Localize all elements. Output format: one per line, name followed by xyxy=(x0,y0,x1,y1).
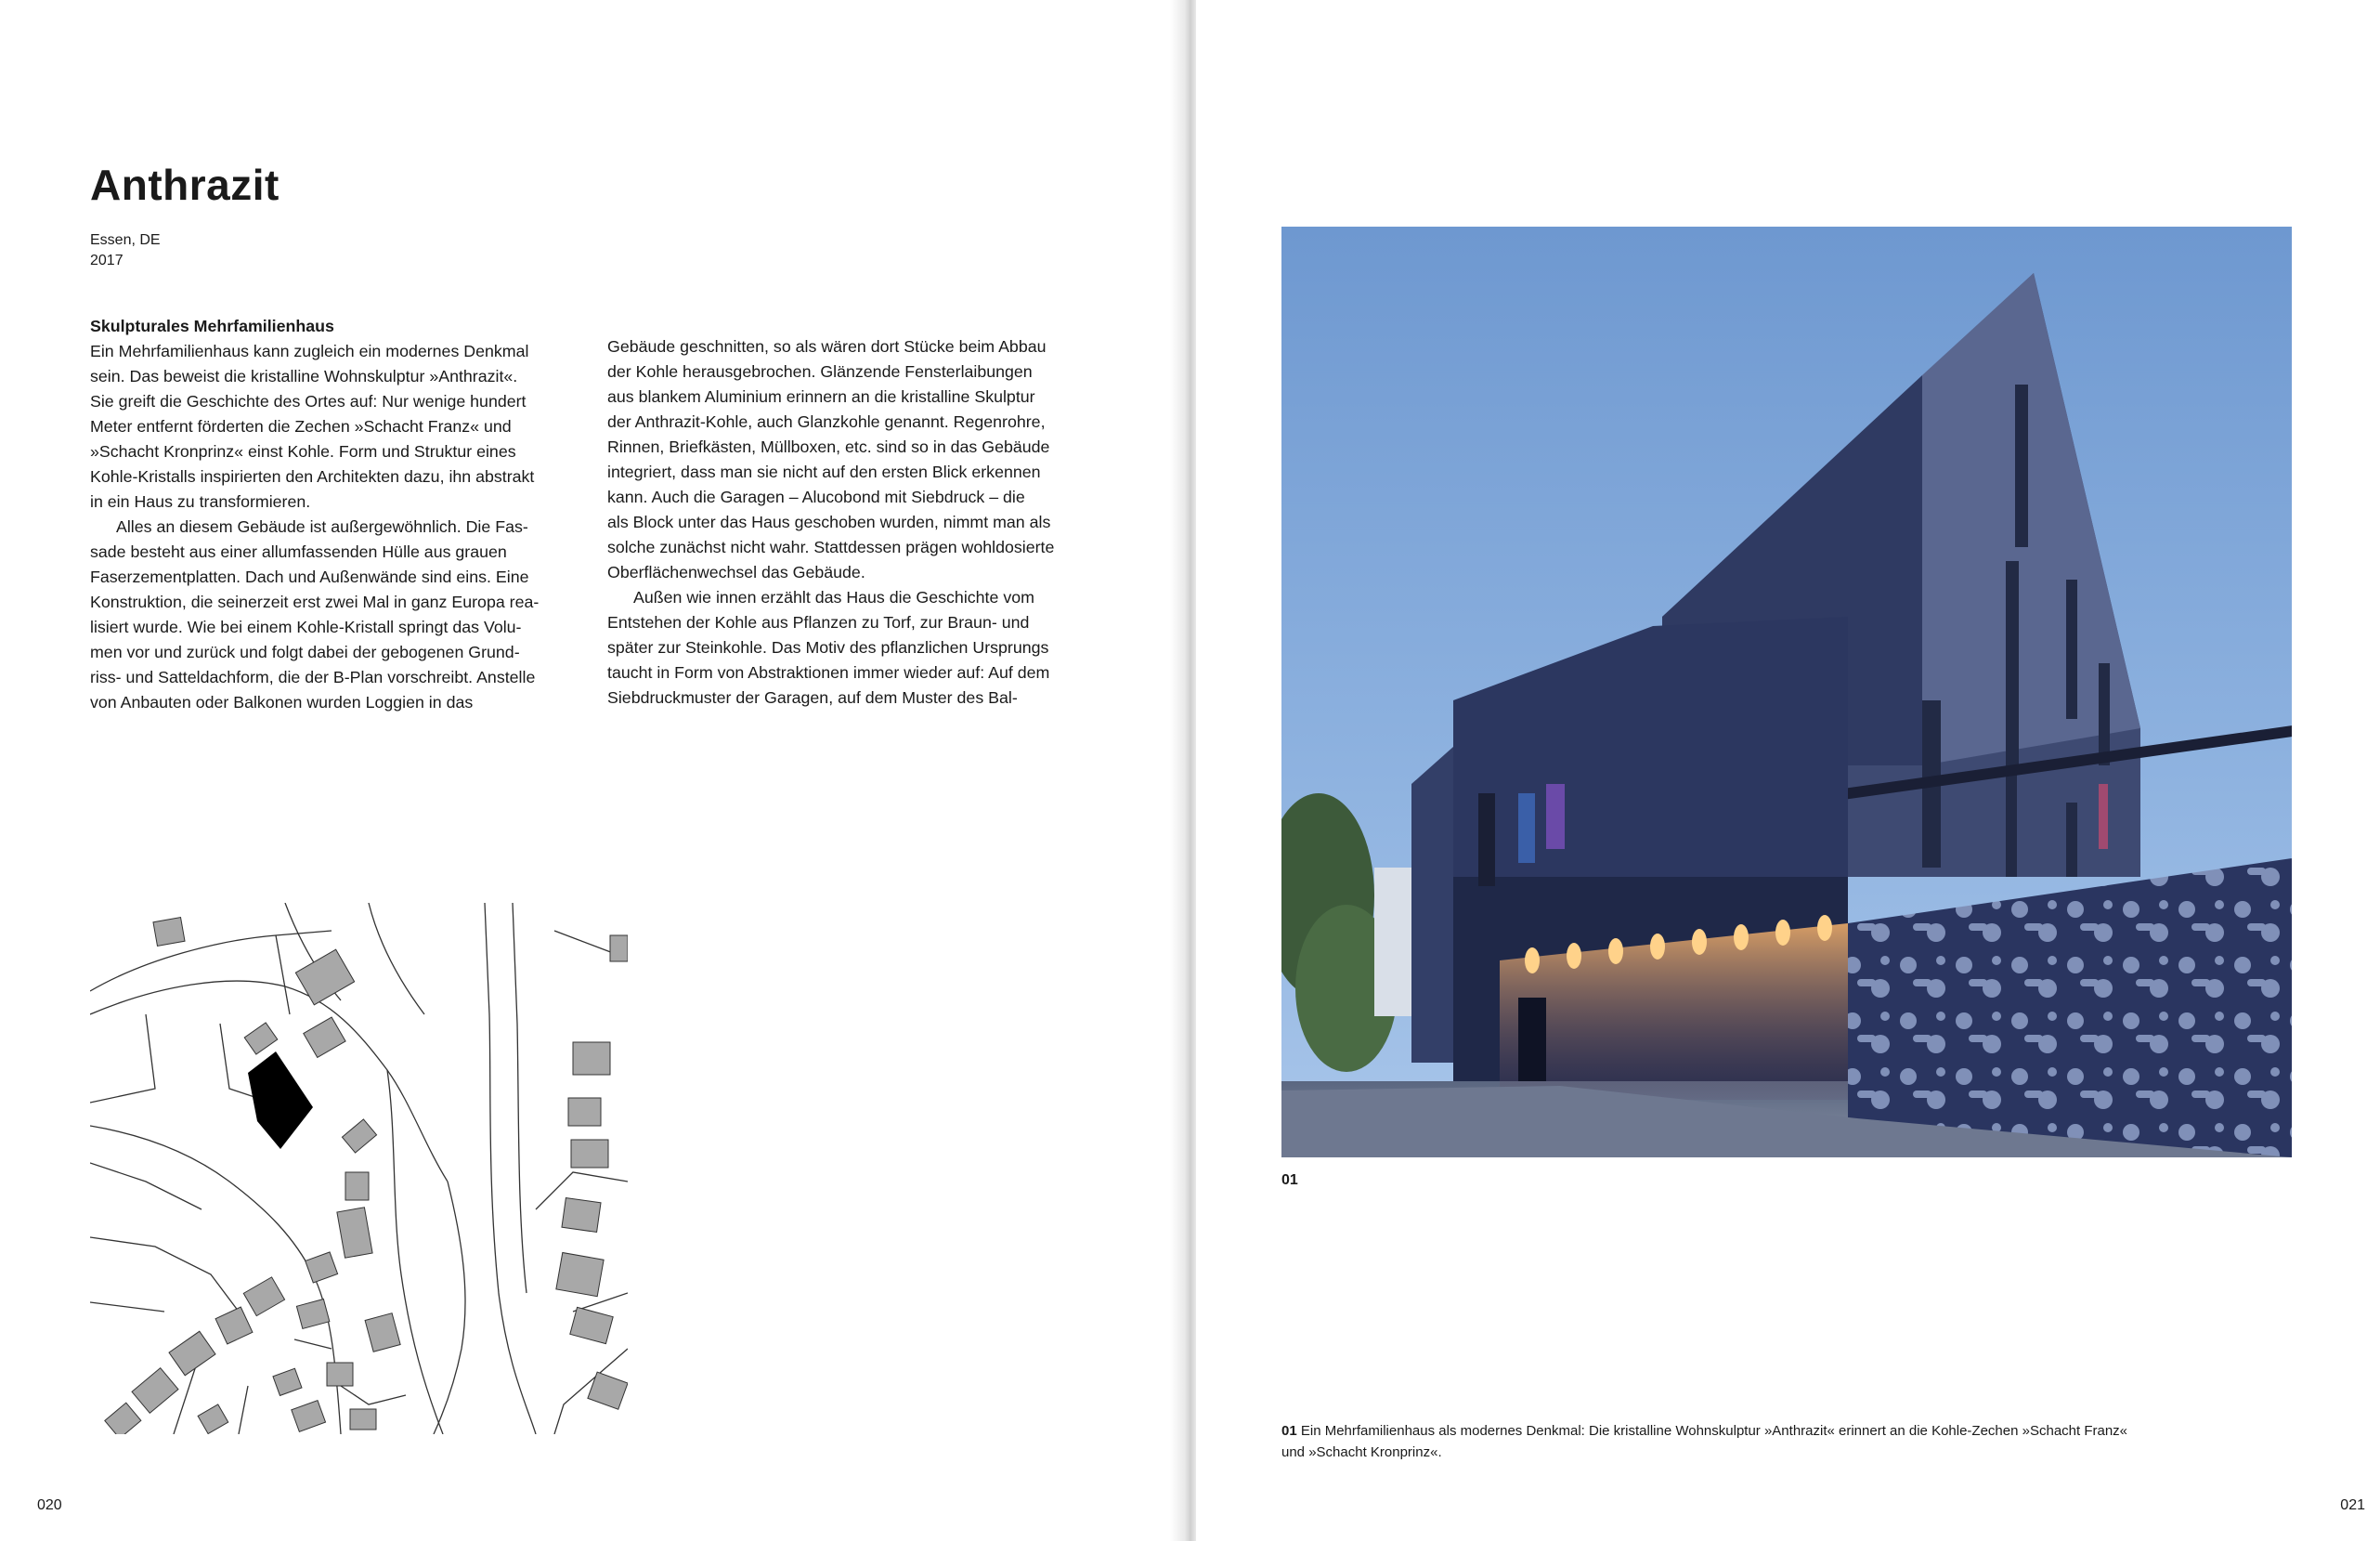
subheading: Skulpturales Mehrfamilienhaus xyxy=(90,317,334,335)
site-plan-drawing xyxy=(90,903,628,1434)
text-line: kann. Auch die Garagen – Alucobond mit Siebdruck – die xyxy=(607,488,1025,506)
caption-text-line-2: und »Schacht Kronprinz«. xyxy=(1281,1444,1442,1460)
text-line: Konstruktion, die seinerzeit erst zwei Mal in ganz Europa rea- xyxy=(90,593,540,611)
text-line: als Block unter das Haus geschoben wurden, nimmt man als xyxy=(607,513,1051,531)
page-number-left: 020 xyxy=(37,1497,62,1513)
building-photo xyxy=(1281,227,2292,1157)
text-column-2 xyxy=(607,334,1090,711)
text-line: taucht in Form von Abstraktionen immer wieder auf: Auf dem xyxy=(607,663,1050,682)
building-footprint-highlight xyxy=(248,1051,313,1149)
project-location: Essen, DE xyxy=(90,232,161,248)
caption-number: 01 xyxy=(1281,1423,1297,1439)
text-line: von Anbauten oder Balkonen wurden Loggien in das xyxy=(90,693,474,712)
project-meta xyxy=(90,230,161,271)
text-line: Siebdruckmuster der Garagen, auf dem Muster des Bal- xyxy=(607,688,1018,707)
figure-caption xyxy=(1281,1420,2173,1463)
text-column-1 xyxy=(90,314,573,715)
text-line: in ein Haus zu transformieren. xyxy=(90,492,311,511)
text-line: riss- und Satteldachform, die der B-Plan vorschreibt. Anstelle xyxy=(90,668,536,686)
text-line: aus blankem Aluminium erinnern an die kristalline Skulptur xyxy=(607,387,1035,406)
text-line: Rinnen, Briefkästen, Müllboxen, etc. sind so in das Gebäude xyxy=(607,437,1050,456)
text-line: Sie greift die Geschichte des Ortes auf: Nur wenige hundert xyxy=(90,392,527,411)
figure-number: 01 xyxy=(1281,1172,1298,1188)
article-title: Anthrazit xyxy=(90,161,280,209)
text-line: der Kohle herausgebrochen. Glänzende Fensterlaibungen xyxy=(607,362,1033,381)
text-line: sein. Das beweist die kristalline Wohnskulptur »Anthrazit«. xyxy=(90,367,518,385)
text-line: sade besteht aus einer allumfassenden Hülle aus grauen xyxy=(90,542,507,561)
building-photo-illustration xyxy=(1281,227,2292,1157)
text-line: »Schacht Kronprinz« einst Kohle. Form und Struktur eines xyxy=(90,442,516,461)
text-line: integriert, dass man sie nicht auf den ersten Blick erkennen xyxy=(607,463,1041,481)
text-line: Kohle-Kristalls inspirierten den Architekten dazu, ihn abstrakt xyxy=(90,467,535,486)
text-line: Faserzementplatten. Dach und Außenwände sind eins. Eine xyxy=(90,568,529,586)
text-line: der Anthrazit-Kohle, auch Glanzkohle genannt. Regenrohre, xyxy=(607,412,1046,431)
text-line: Außen wie innen erzählt das Haus die Geschichte vom xyxy=(633,588,1034,607)
page-number-right: 021 xyxy=(2340,1497,2365,1513)
caption-text-line-1: Ein Mehrfamilienhaus als modernes Denkmal: Die kristalline Wohnskulptur »Anthrazit« erinnert an die Kohle-Zechen »Schacht Franz« xyxy=(1300,1423,2128,1439)
text-line: Oberflächenwechsel das Gebäude. xyxy=(607,563,865,581)
text-line: solche zunächst nicht wahr. Stattdessen prägen wohldosierte xyxy=(607,538,1055,556)
text-line: lisiert wurde. Wie bei einem Kohle-Kristall springt das Volu- xyxy=(90,618,522,636)
text-line: Gebäude geschnitten, so als wären dort Stücke beim Abbau xyxy=(607,337,1047,356)
text-line: Alles an diesem Gebäude ist außergewöhnlich. Die Fas- xyxy=(116,517,528,536)
site-plan xyxy=(90,903,628,1434)
text-line: men vor und zurück und folgt dabei der gebogenen Grund- xyxy=(90,643,520,661)
text-line: Entstehen der Kohle aus Pflanzen zu Torf, zur Braun- und xyxy=(607,613,1030,632)
left-page xyxy=(0,0,1184,1541)
project-year: 2017 xyxy=(90,253,124,268)
text-line: Ein Mehrfamilienhaus kann zugleich ein modernes Denkmal xyxy=(90,342,529,360)
text-line: Meter entfernt förderten die Zechen »Schacht Franz« und xyxy=(90,417,512,436)
text-line: später zur Steinkohle. Das Motiv des pflanzlichen Ursprungs xyxy=(607,638,1049,657)
